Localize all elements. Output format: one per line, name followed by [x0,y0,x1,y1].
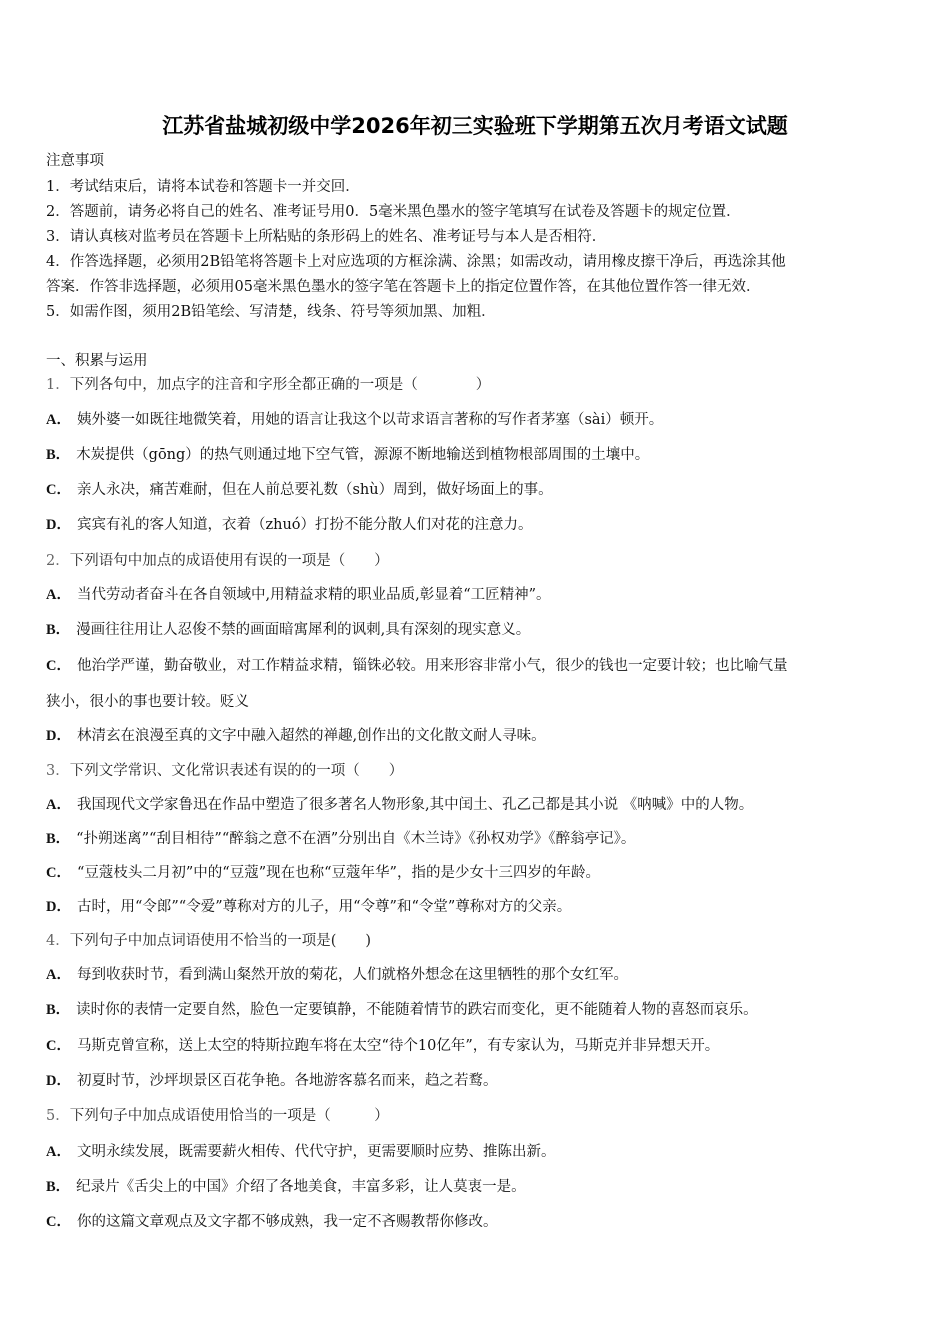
question-text: 下列各句中，加点字的注音和字形全都正确的一项是（ ） [69,377,491,393]
option-letter: A． [46,587,71,603]
question-number: 5． [46,1108,70,1124]
option-letter: A． [46,1144,71,1160]
option-text: 每到收获时节，看到满山粲然开放的菊花，人们就格外想念在这里牺牲的那个女红军。 [76,967,628,983]
option-letter: B． [46,1179,71,1195]
option-row [46,515,533,535]
option-letter: D． [46,517,71,533]
option-row [46,965,628,985]
option-text: “豆蔻枝头二月初”中的“豆蔻”现在也称“豆蔻年华”，指的是少女十三四岁的年龄。 [76,865,600,881]
option-text: “扑朔迷离”“刮目相待”“醉翁之意不在酒”分别出自《木兰诗》《孙权劝学》《醉翁亭记》。 [76,831,636,847]
question-number: 1． [46,377,70,393]
note-item: 2．答题前，请务必将自己的姓名、准考证号用0．5毫米黑色墨水的签字笔填写在试卷及答题卡的规定位置． [46,204,741,220]
note-item: 答案．作答非选择题，必须用05毫米黑色墨水的签字笔在答题卡上的指定位置作答，在其他位置作答一律无效． [46,279,761,295]
option-continuation: 狭小，很小的事也要计较。贬义 [46,694,249,710]
note-item: 1．考试结束后，请将本试卷和答题卡一并交回． [46,179,360,195]
option-text: 你的这篇文章观点及文字都不够成熟，我一定不吝赐教帮你修改。 [76,1214,498,1230]
option-letter: D． [46,1073,71,1089]
option-row [46,1071,497,1091]
option-row [46,829,635,849]
option-row [46,410,663,430]
option-row [46,1036,719,1056]
notes-heading: 注意事项 [46,153,104,169]
option-letter: B． [46,622,71,638]
option-text: 宾宾有礼的客人知道，衣着（zhuó）打扮不能分散人们对花的注意力。 [76,517,533,533]
option-text: 古时，用“令郎”“令爱”尊称对方的儿子，用“令尊”和“令堂”尊称对方的父亲。 [76,899,572,915]
option-letter: A． [46,967,71,983]
question-1-stem [46,375,490,395]
option-letter: A． [46,412,71,428]
option-row [46,863,600,883]
option-row [46,1177,526,1197]
question-number: 3． [46,763,70,779]
note-item: 4．作答选择题，必须用2B铅笔将答题卡上对应选项的方框涂满、涂黑；如需改动，请用橡皮擦干净后，再选涂其他 [46,254,786,270]
option-letter: D． [46,899,71,915]
option-letter: B． [46,831,71,847]
option-letter: C． [46,865,71,881]
option-text: 亲人永决，痛苦难耐，但在人前总要礼数（shù）周到，做好场面上的事。 [76,482,553,498]
question-2-stem [46,551,389,571]
option-letter: C． [46,482,71,498]
question-number: 4． [46,933,70,949]
option-text: 我国现代文学家鲁迅在作品中塑造了很多著名人物形象,其中闰土、孔乙己都是其小说 《呐喊》中的人物。 [76,797,754,813]
question-text: 下列语句中加点的成语使用有误的一项是（ ） [69,553,389,569]
question-5-stem [46,1106,389,1126]
question-text: 下列句子中加点词语使用不恰当的一项是( ) [69,933,372,949]
option-text: 他治学严谨，勤奋敬业，对工作精益求精，锱铢必较。用来形容非常小气，很少的钱也一定要计较；也比喻气量 [76,658,788,674]
option-row [46,897,571,917]
option-row [46,620,530,640]
option-row [46,1000,758,1020]
note-item: 3．请认真核对监考员在答题卡上所粘贴的条形码上的姓名、准考证号与本人是否相符． [46,229,607,245]
question-text: 下列文学常识、文化常识表述有误的的一项（ ） [69,763,404,779]
option-row [46,585,551,605]
option-text: 漫画往往用让人忍俊不禁的画面暗寓犀利的讽刺,具有深刻的现实意义。 [76,622,531,638]
option-text: 马斯克曾宣称，送上太空的特斯拉跑车将在太空“待个10亿年”，有专家认为，马斯克并非异想天开。 [76,1038,720,1054]
option-text: 纪录片《舌尖上的中国》介绍了各地美食，丰富多彩，让人莫衷一是。 [76,1179,526,1195]
option-text: 林清玄在浪漫至真的文字中融入超然的禅趣,创作出的文化散文耐人寻味。 [76,728,546,744]
option-row [46,445,649,465]
option-row [46,480,553,500]
option-row [46,656,787,676]
option-text: 当代劳动者奋斗在各自领域中,用精益求精的职业品质,彰显着“工匠精神”。 [76,587,551,603]
option-row [46,726,546,746]
question-text: 下列句子中加点成语使用恰当的一项是（ ） [69,1108,389,1124]
option-letter: D． [46,728,71,744]
option-text: 读时你的表情一定要自然，脸色一定要镇静，不能随着情节的跌宕而变化，更不能随着人物的喜怒而哀乐。 [76,1002,758,1018]
note-item: 5．如需作图，须用2B铅笔绘、写清楚，线条、符号等须加黑、加粗． [46,304,496,320]
question-4-stem [46,931,371,951]
option-letter: C． [46,1038,71,1054]
option-text: 木炭提供（gōng）的热气则通过地下空气管，源源不断地输送到植物根部周围的土壤中。 [76,447,650,463]
option-letter: C． [46,1214,71,1230]
option-text: 文明永续发展，既需要薪火相传、代代守护，更需要顺时应势、推陈出新。 [76,1144,556,1160]
page-title: 江苏省盐城初级中学2026年初三实验班下学期第五次月考语文试题 [162,114,788,138]
option-row [46,1142,555,1162]
option-text: 姨外婆一如既往地微笑着，用她的语言让我这个以苛求语言著称的写作者茅塞（sài）顿开。 [76,412,664,428]
option-letter: B． [46,447,71,463]
section-heading: 一、积累与运用 [46,353,148,369]
option-letter: C． [46,658,71,674]
option-letter: B． [46,1002,71,1018]
option-letter: A． [46,797,71,813]
question-3-stem [46,761,403,781]
option-text: 初夏时节，沙坪坝景区百花争艳。各地游客慕名而来，趋之若鹜。 [76,1073,498,1089]
option-row [46,795,753,815]
option-row [46,1212,497,1232]
question-number: 2． [46,553,70,569]
